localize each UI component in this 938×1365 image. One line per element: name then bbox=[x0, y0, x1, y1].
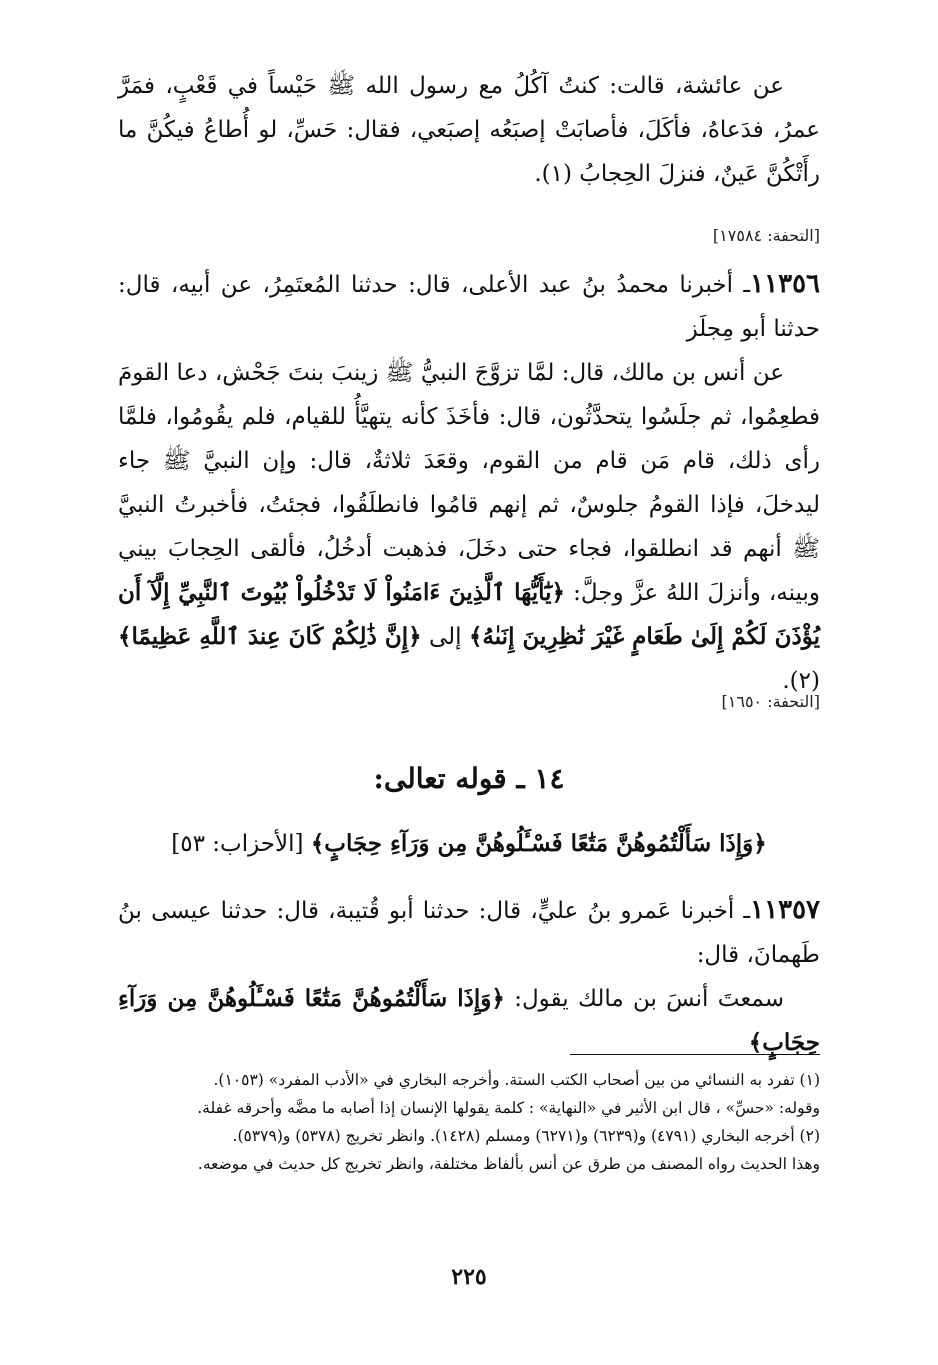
hadith-number: ١١٣٥٦ bbox=[750, 269, 820, 299]
hadith-1357-matn bbox=[118, 977, 820, 1065]
page-number: ٢٢٥ bbox=[451, 1264, 487, 1290]
quran-verse: ﴿إِنَّ ذَٰلِكُمْ كَانَ عِندَ ٱللَّهِ عَظِيمًا﴾ bbox=[118, 623, 422, 650]
quran-verse: ﴿وَإِذَا سَأَلْتُمُوهُنَّ مَتَٰعًا فَسْـَٔلُوهُنَّ مِن وَرَآءِ حِجَابٍ﴾ bbox=[118, 985, 820, 1056]
footnote-2-note: وهذا الحديث رواه المصنف من طرق عن أنس بألفاظ مختلفة، وانظر تخريج كل حديث في موضعه. bbox=[197, 1155, 820, 1173]
footnote-2: (٢) أخرجه البخاري (٤٧٩١) و(٦٢٣٩) و(٦٢٧١) ومسلم (١٤٢٨). وانظر تخريج (٥٣٧٨) و(٥٣٧٩). bbox=[232, 1127, 820, 1145]
hadith-isnad-text: ـ أخبرنا عَمرو بنُ عليٍّ، قال: حدثنا أبو قُتيبة، قال: حدثنا عيسى بنُ طَهمانَ، قال: bbox=[118, 898, 820, 968]
hadith-1357 bbox=[118, 888, 820, 1065]
hadith-1357-isnad bbox=[118, 888, 820, 977]
hadith-prev bbox=[118, 64, 820, 196]
tuhfa-ref-1: [التحفة: ١٧٥٨٤] bbox=[712, 226, 820, 245]
hadith-prev-text: عن عائشة، قالت: كنتُ آكُلُ مع رسول الله ﷺ حَيْساً في قَعْبٍ، فمَرَّ عمرُ، فدَعاهُ، فأكَلَ، فأصابَتْ إصبَعُه إصبَعي، فقال: حَسِّ، لو أُطاعُ فيكُنَّ ما رأَتْكُنَّ عَينٌ، فنزلَ الحِجابُ (١). bbox=[118, 73, 820, 187]
hadith-matn-text: عن أنس بن مالك، قال: لمَّا تزوَّجَ النبيُّ ﷺ زينبَ بنتَ جَحْش، دعا القومَ فطعِمُوا، ثم جلَسُوا يتحدَّثُون، قال: فأخَذَ كأنه يتهيَّأُ للقيام، فلم يقُومُوا، فلمَّا رأى ذلك، قام مَن قام من القوم، وقعَدَ ثلاثةٌ، قال: وإن النبيَّ ﷺ جاء ليدخلَ، فإذا القومُ جلوسٌ، ثم إنهم قامُوا فانطلَقُوا، فجئتُ، فأخبرتُ النبيَّ ﷺ أنهم قد انطلقوا، فجاء حتى دخَلَ، فذهبت أدخُلُ، فألقى الحِجابَ بيني وبينه، وأنزلَ اللهُ عزَّ وجلَّ: bbox=[118, 360, 821, 606]
footnote-1-note: وقوله: «حسِّ» ، قال ابن الأثير في «النهاية» : كلمة يقولها الإنسان إذا أصابه ما مضَّه وأحرقه غفلة. bbox=[197, 1099, 820, 1117]
quran-verse: ﴿وَإِذَا سَأَلْتُمُوهُنَّ مَتَٰعًا فَسْـَٔلُوهُنَّ مِن وَرَآءِ حِجَابٍ﴾ bbox=[310, 830, 767, 857]
verse-reference: [الأحزاب: ٥٣] bbox=[171, 831, 304, 857]
chapter-verse-line bbox=[118, 830, 820, 857]
hadith-matn-text: سمعتَ أنسَ بن مالك يقول: bbox=[504, 986, 784, 1012]
quran-verse: ﴿يَٰٓأَيُّهَا ٱلَّذِينَ ءَامَنُواْ لَا تَدْخُلُواْ بُيُوتَ ٱلنَّبِيِّ إِلَّآ أَن يُؤْذَنَ لَكُمْ إِلَىٰ طَعَامٍ غَيْرَ نَٰظِرِينَ إِنَىٰهُ﴾ bbox=[118, 579, 820, 650]
hadith-1356-isnad bbox=[118, 262, 820, 351]
chapter-title: ١٤ ـ قوله تعالى: bbox=[373, 762, 565, 795]
hadith-number: ١١٣٥٧ bbox=[750, 895, 820, 925]
connector-text: إلى bbox=[421, 624, 469, 650]
footnotes bbox=[118, 1066, 820, 1178]
footnote-separator bbox=[570, 1054, 820, 1055]
hadith-1356-matn bbox=[118, 351, 820, 703]
tuhfa-ref-2: [التحفة: ١٦٥٠] bbox=[721, 692, 820, 711]
footnote-marker: (٢). bbox=[782, 668, 820, 694]
hadith-1356 bbox=[118, 262, 820, 703]
hadith-isnad-text: ـ أخبرنا محمدُ بنُ عبد الأعلى، قال: حدثنا المُعتَمِرُ، عن أبيه، قال: حدثنا أبو مِجلَز bbox=[118, 272, 820, 342]
footnote-1: (١) تفرد به النسائي من بين أصحاب الكتب الستة. وأخرجه البخاري في «الأدب المفرد» (١٠٥٣). bbox=[213, 1071, 820, 1089]
